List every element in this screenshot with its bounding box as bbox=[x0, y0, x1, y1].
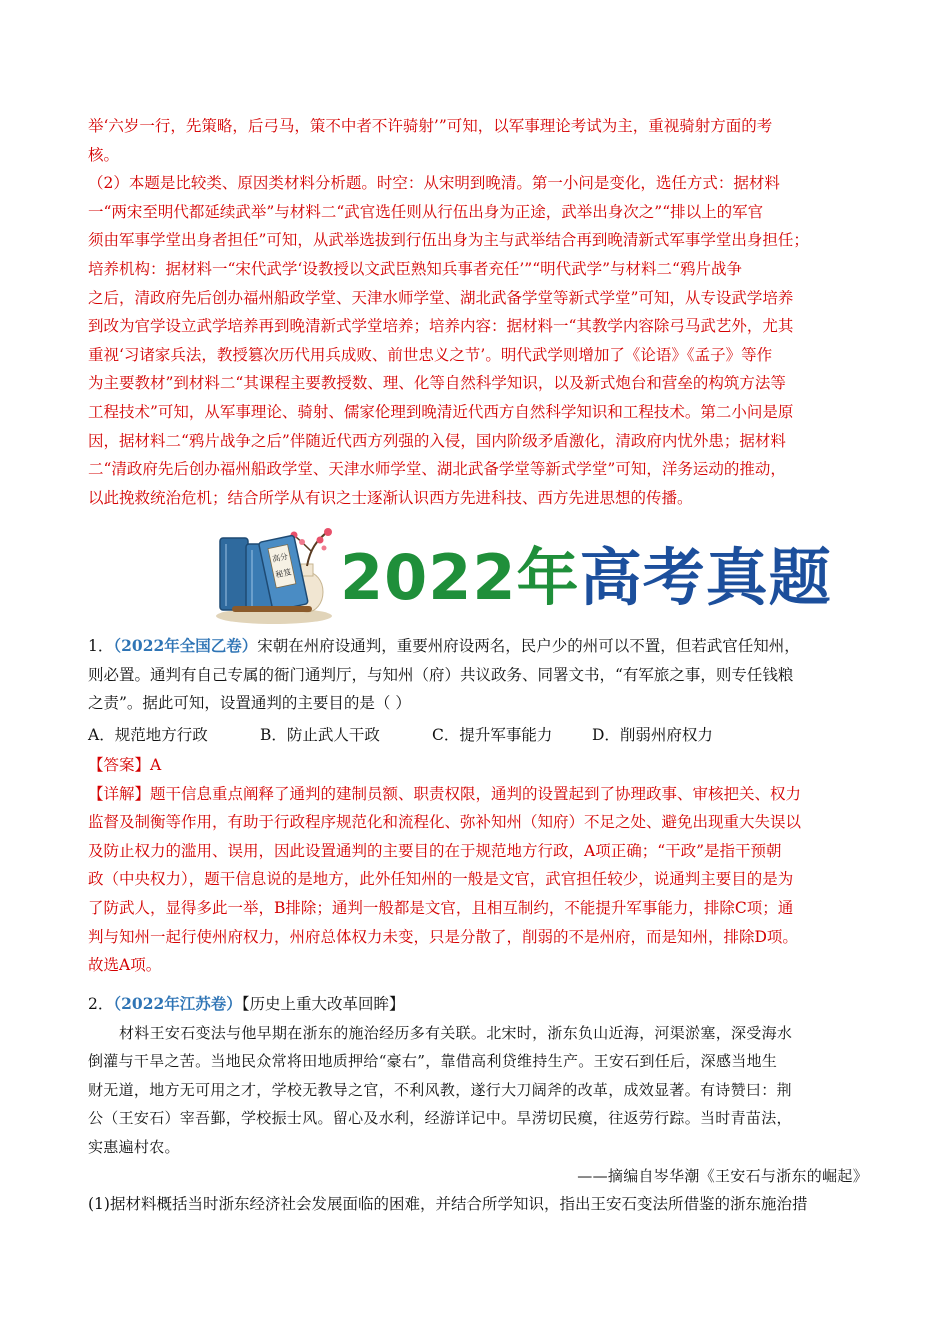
section-banner bbox=[212, 520, 832, 625]
sub-question-1: (1)据材料概括当时浙东经济社会发展面临的困难，并结合所学知识，指出王安石变法所借鉴的浙东施治措 bbox=[88, 1195, 808, 1214]
banner-heading: 高考真题 bbox=[579, 541, 832, 614]
text-line: 为主要教材”到材料二“其课程主要教授数、理、化等自然科学知识，以及新式炮台和营垒的构筑方法等 bbox=[88, 374, 786, 393]
text-line: 举‘六岁一行，先策略，后弓马，策不中者不许骑射’”可知，以军事理论考试为主，重视骑射方面的考 bbox=[88, 117, 773, 135]
detail-line: 监督及制衡等作用，有助于行政程序规范化和流程化、弥补知州（知府）不足之处、避免出现重大失误以 bbox=[88, 813, 802, 832]
option-c: C．提升军事能力 bbox=[432, 726, 553, 744]
text-line: 重视‘习诸家兵法，教授篡次历代用兵成败、前世忠义之节’。明代武学则增加了《论语》《孟子》等作 bbox=[88, 345, 773, 364]
question-2 bbox=[88, 990, 868, 1219]
text-line: （2）本题是比较类、原因类材料分析题。时空：从宋明到晚清。第一小问是变化，选任方式：据材料 bbox=[88, 174, 780, 193]
question-number: 2． bbox=[88, 995, 114, 1013]
question-stem: 宋朝在州府设通判，重要州府设两名，民户少的州可以不置，但若武官任知州， bbox=[257, 637, 800, 655]
answer-options bbox=[88, 723, 713, 745]
detail-line: 故选A项。 bbox=[88, 956, 162, 975]
question-source: （2022年全国乙卷） bbox=[113, 636, 258, 655]
option-d: D．削弱州府权力 bbox=[592, 726, 713, 744]
material-line: 实惠遍村农。 bbox=[88, 1137, 180, 1156]
material-citation: ——摘编自岑华潮《王安石与浙东的崛起》 bbox=[577, 1166, 868, 1185]
detail-line: 政（中央权力），题干信息说的是地方，此外任知州的一般是文官，武官担任较少，说通判主要目的是为 bbox=[88, 870, 794, 889]
text-line: 一“两宋至明代都延续武举”与材料二“武官选任则从行伍出身为正途，武举出身次之”“排以上的军官 bbox=[88, 202, 764, 221]
detail-line: 了防武人，显得多此一举，B排除；通判一般都是文官，且相互制约，不能提升军事能力，排除C项；通 bbox=[88, 898, 794, 917]
text-line: 之后，清政府先后创办福州船政学堂、天津水师学堂、湖北武备学堂等新式学堂”可知，从专设武学培养 bbox=[88, 288, 794, 307]
question-2-header bbox=[88, 990, 868, 1019]
question-source: （2022年江苏卷） bbox=[113, 994, 242, 1013]
text-line: 须由军事学堂出身者担任”可知，从武举选拔到行伍出身为主与武举结合再到晚清新式军事学堂出身担任； bbox=[88, 231, 809, 250]
answer-label: 【答案】A bbox=[88, 756, 162, 774]
material-line: 财无道，地方无可用之才，学校无教导之官，不利风教，遂行大刀阔斧的改革，成效显著。有诗赞曰：荆 bbox=[88, 1080, 792, 1099]
banner-title bbox=[340, 528, 832, 617]
text-line: 因，据材料二“鸦片战争之后”伴随近代西方列强的入侵，国内阶级矛盾激化，清政府内忧外患；据材料 bbox=[88, 431, 786, 450]
question-1-answer bbox=[88, 751, 868, 980]
question-1-first-line bbox=[88, 632, 868, 661]
text-line: 工程技术”可知，从军事理论、骑射、儒家伦理到晚清近代西方自然科学知识和工程技术。第二小问是原 bbox=[88, 402, 794, 421]
material-line: 公（王安石）宰吾鄞，学校振士风。留心及水利，经游详记中。旱涝切民瘼，往返劳行踪。当时青苗法， bbox=[88, 1109, 792, 1128]
detail-line: 及防止权力的滥用、误用，因此设置通判的主要目的在于规范地方行政，A项正确；“干政”是指干预朝 bbox=[88, 841, 782, 860]
material-line: 材料王安石变法与他早期在浙东的施治经历多有关联。北宋时，浙东负山近海，河渠淤塞，深受海水 bbox=[119, 1023, 793, 1042]
text-line: 培养机构：据材料一“宋代武学‘设教授以文武臣熟知兵事者充任’”“明代武学”与材料二“鸦片战争 bbox=[88, 259, 742, 278]
question-number: 1． bbox=[88, 637, 114, 655]
svg-text:秘笈: 秘笈 bbox=[274, 567, 293, 580]
text-line: 到改为官学设立武学培养再到晚清新式学堂培养；培养内容：据材料一“其教学内容除弓马武艺外，尤其 bbox=[88, 317, 794, 336]
question-stem-line: 则必置。通判有自己专属的衙门通判厅，与知州（府）共议政务、同署文书，“有军旅之事，则专任钱粮 bbox=[88, 665, 794, 684]
svg-text:高分: 高分 bbox=[271, 551, 289, 564]
banner-year: 2022年 bbox=[340, 541, 580, 614]
question-stem-line: 之责”。据此可知，设置通判的主要目的是（ ） bbox=[88, 694, 411, 713]
question-1 bbox=[88, 632, 868, 718]
detail-line: 判与知州一起行使州府权力，州府总体权力未变，只是分散了，削弱的不是州府，而是知州，排除D项。 bbox=[88, 927, 798, 946]
books-illustration-icon bbox=[212, 520, 337, 625]
question-topic: 【历史上重大改革回眸】 bbox=[241, 995, 405, 1013]
text-line: 二“清政府先后创办福州船政学堂、天津水师学堂、湖北武备学堂等新式学堂”可知，洋务运动的推动， bbox=[88, 460, 786, 479]
option-a: A．规范地方行政 bbox=[88, 726, 208, 744]
previous-answer-text bbox=[88, 112, 868, 512]
option-b: B．防止武人干政 bbox=[260, 726, 380, 744]
text-line: 以此挽救统治危机；结合所学从有识之士逐渐认识西方先进科技、西方先进思想的传播。 bbox=[88, 488, 693, 507]
material-line: 倒灌与干旱之苦。当地民众常将田地质押给“豪右”，靠借高利贷维持生产。王安石到任后，深感当地生 bbox=[88, 1052, 778, 1071]
detail-line: 【详解】题干信息重点阐释了通判的建制员额、职责权限，通判的设置起到了协理政事、审核把关、权力 bbox=[88, 784, 802, 803]
text-line: 核。 bbox=[88, 145, 120, 164]
